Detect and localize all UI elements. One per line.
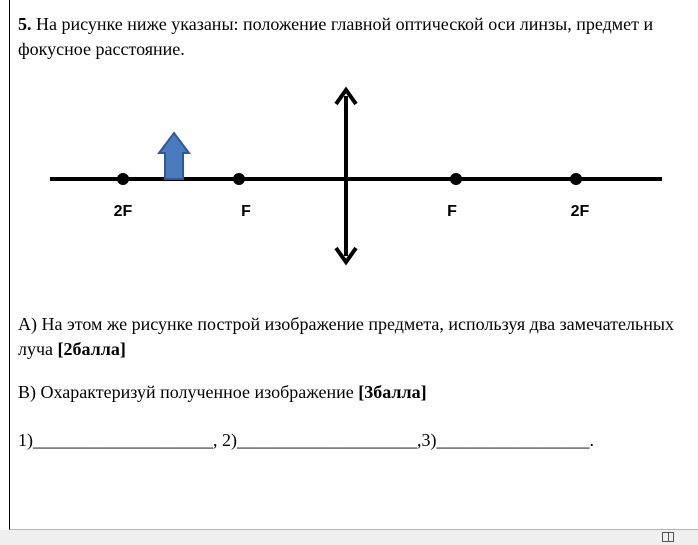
task-b [18, 380, 690, 405]
label-2f-left: 2F [113, 203, 133, 220]
answer-line: 1)____________________, 2)____________________,3)_________________. [18, 430, 594, 450]
question-number: 5. [18, 14, 32, 34]
task-a [18, 312, 690, 362]
object-arrow [159, 133, 189, 179]
task-b-points: [3балла] [358, 382, 427, 402]
question-body: На рисунке ниже указаны: положение главной оптической оси линзы, предмет и фокусное расстояние. [18, 14, 654, 59]
task-b-text: В) Охарактеризуй полученное изображение [18, 382, 359, 402]
point-f-left [233, 173, 245, 185]
task-a-text: А) На этом же рисунке построй изображение предмета, используя два замечательных луча [18, 314, 674, 359]
label-f-right: F [447, 203, 457, 220]
label-2f-right: 2F [570, 203, 590, 220]
task-a-points: [2балла] [57, 339, 126, 359]
point-2f-left [117, 173, 129, 185]
point-f-right [450, 173, 462, 185]
point-2f-right [570, 173, 582, 185]
status-bar [0, 530, 698, 545]
book-view-icon[interactable] [662, 532, 674, 542]
label-f-left: F [241, 203, 251, 220]
